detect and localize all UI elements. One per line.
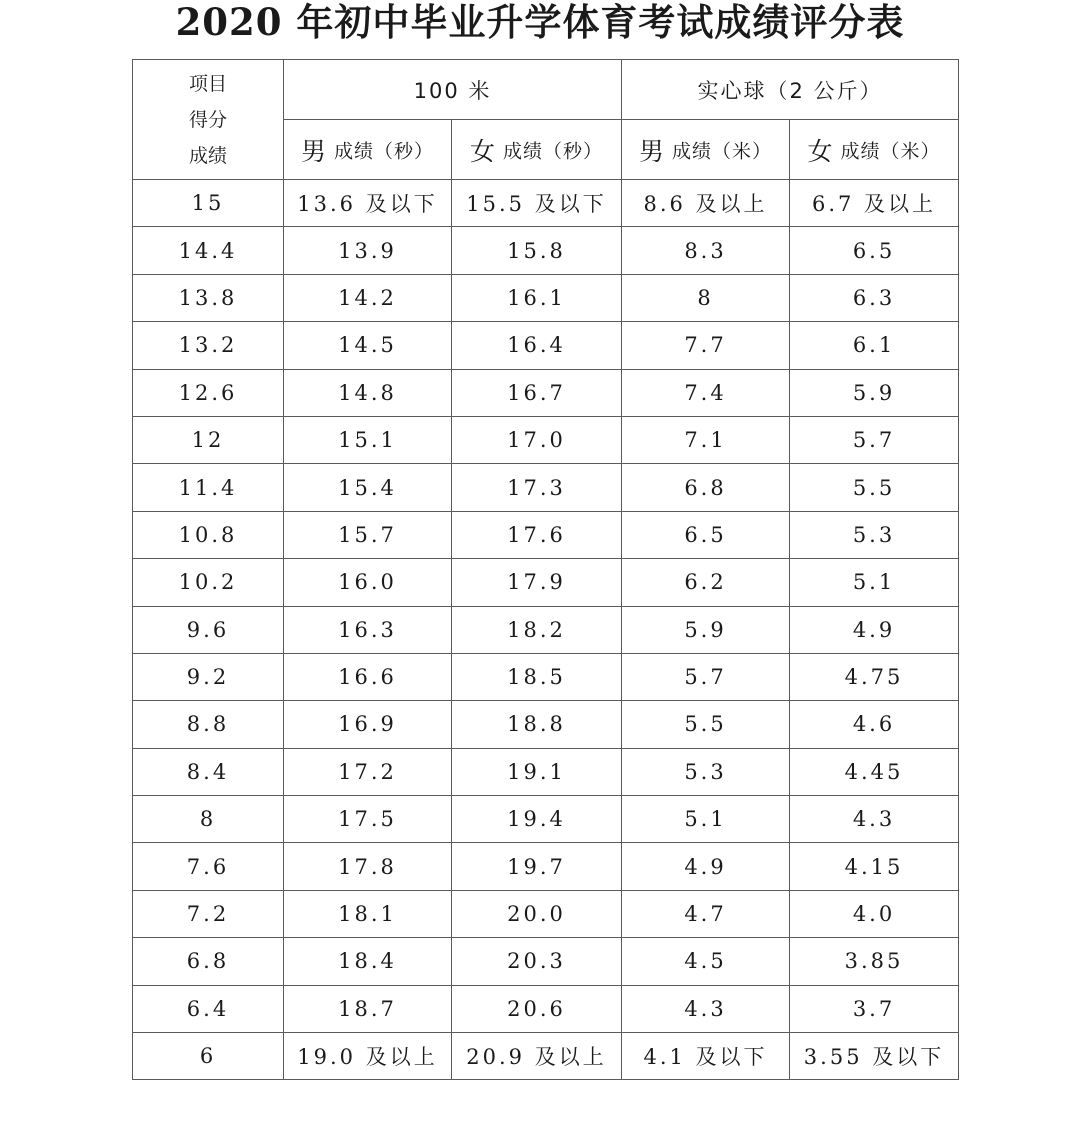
male-ball-cell: 5.9: [622, 606, 790, 653]
score-cell: 15: [133, 180, 284, 227]
table-row: [133, 606, 959, 653]
female-ball-cell: 3.7: [790, 985, 959, 1032]
score-cell: 8.4: [133, 748, 284, 795]
score-cell: 10.2: [133, 559, 284, 606]
unit-label: 成绩（米）: [840, 140, 941, 162]
score-cell: 14.4: [133, 227, 284, 274]
table-row: [133, 416, 959, 463]
female-100m-cell: 18.2: [452, 606, 622, 653]
female-ball-cell: 5.9: [790, 369, 959, 416]
male-ball-cell: 8.3: [622, 227, 790, 274]
female-100m-cell: 20.0: [452, 890, 622, 937]
female-100m-cell: 17.0: [452, 416, 622, 463]
page-title: 2020 年初中毕业升学体育考试成绩评分表: [175, 0, 905, 44]
score-cell: 13.8: [133, 274, 284, 321]
score-cell: 12.6: [133, 369, 284, 416]
score-cell: 7.6: [133, 843, 284, 890]
male-100m-cell: 15.1: [284, 416, 452, 463]
female-ball-cell: 4.45: [790, 748, 959, 795]
male-100m-cell: 15.4: [284, 464, 452, 511]
score-cell: 7.2: [133, 890, 284, 937]
subhead-ball-female: [790, 120, 959, 180]
table-row: [133, 1033, 959, 1080]
table-row: [133, 843, 959, 890]
female-ball-cell: 5.5: [790, 464, 959, 511]
group-header-shot-ball: 实心球（2 公斤）: [622, 60, 959, 120]
female-100m-cell: 16.7: [452, 369, 622, 416]
score-cell: 6.4: [133, 985, 284, 1032]
group-header-100m: 100 米: [284, 60, 622, 120]
female-100m-cell: 20.3: [452, 938, 622, 985]
female-100m-cell: 16.4: [452, 322, 622, 369]
female-100m-cell: 18.5: [452, 653, 622, 700]
male-ball-cell: 4.7: [622, 890, 790, 937]
male-100m-cell: 18.4: [284, 938, 452, 985]
female-100m-cell: 15.5 及以下: [452, 180, 622, 227]
female-ball-cell: 4.6: [790, 701, 959, 748]
male-100m-cell: 14.2: [284, 274, 452, 321]
female-ball-cell: 3.85: [790, 938, 959, 985]
female-ball-cell: 5.3: [790, 511, 959, 558]
female-100m-cell: 17.6: [452, 511, 622, 558]
score-cell: 10.8: [133, 511, 284, 558]
male-100m-cell: 19.0 及以上: [284, 1033, 452, 1080]
female-100m-cell: 19.1: [452, 748, 622, 795]
female-ball-cell: 6.3: [790, 274, 959, 321]
score-cell: 9.6: [133, 606, 284, 653]
subhead-ball-male: [622, 120, 790, 180]
male-100m-cell: 14.5: [284, 322, 452, 369]
unit-label: 成绩（秒）: [334, 140, 435, 162]
score-cell: 9.2: [133, 653, 284, 700]
male-100m-cell: 16.6: [284, 653, 452, 700]
subhead-100m-male: [284, 120, 452, 180]
unit-label: 成绩（米）: [672, 140, 773, 162]
male-100m-cell: 13.9: [284, 227, 452, 274]
gender-label: 男: [300, 136, 326, 166]
male-ball-cell: 7.7: [622, 322, 790, 369]
table-row: [133, 274, 959, 321]
score-table: [132, 59, 959, 1080]
male-100m-cell: 16.0: [284, 559, 452, 606]
female-100m-cell: 15.8: [452, 227, 622, 274]
corner-label-score: 得分: [188, 108, 227, 131]
male-100m-cell: 15.7: [284, 511, 452, 558]
female-100m-cell: 17.3: [452, 464, 622, 511]
male-100m-cell: 16.9: [284, 701, 452, 748]
male-ball-cell: 4.3: [622, 985, 790, 1032]
female-100m-cell: 16.1: [452, 274, 622, 321]
score-cell: 11.4: [133, 464, 284, 511]
male-ball-cell: 4.1 及以下: [622, 1033, 790, 1080]
table-row: [133, 653, 959, 700]
score-cell: 12: [133, 416, 284, 463]
table-row: [133, 559, 959, 606]
female-ball-cell: 5.7: [790, 416, 959, 463]
corner-label-item: 项目: [188, 72, 227, 95]
male-ball-cell: 6.2: [622, 559, 790, 606]
male-ball-cell: 5.1: [622, 796, 790, 843]
corner-header: [133, 60, 284, 180]
score-cell: 13.2: [133, 322, 284, 369]
male-ball-cell: 8: [622, 274, 790, 321]
gender-label: 女: [807, 136, 833, 166]
table-row: [133, 701, 959, 748]
score-cell: 6: [133, 1033, 284, 1080]
male-100m-cell: 14.8: [284, 369, 452, 416]
male-100m-cell: 16.3: [284, 606, 452, 653]
female-100m-cell: 17.9: [452, 559, 622, 606]
female-100m-cell: 18.8: [452, 701, 622, 748]
gender-label: 男: [639, 136, 665, 166]
female-ball-cell: 6.7 及以上: [790, 180, 959, 227]
male-100m-cell: 13.6 及以下: [284, 180, 452, 227]
male-100m-cell: 17.5: [284, 796, 452, 843]
male-ball-cell: 7.1: [622, 416, 790, 463]
male-ball-cell: 4.5: [622, 938, 790, 985]
male-100m-cell: 18.7: [284, 985, 452, 1032]
table-row: [133, 464, 959, 511]
female-ball-cell: 4.3: [790, 796, 959, 843]
corner-label-result: 成绩: [188, 144, 227, 167]
male-ball-cell: 5.5: [622, 701, 790, 748]
female-ball-cell: 6.1: [790, 322, 959, 369]
male-ball-cell: 6.8: [622, 464, 790, 511]
female-ball-cell: 4.15: [790, 843, 959, 890]
table-row: [133, 890, 959, 937]
male-100m-cell: 17.8: [284, 843, 452, 890]
table-row: [133, 369, 959, 416]
table-row: [133, 985, 959, 1032]
table-row: [133, 322, 959, 369]
female-ball-cell: 4.9: [790, 606, 959, 653]
male-100m-cell: 18.1: [284, 890, 452, 937]
female-100m-cell: 20.6: [452, 985, 622, 1032]
table-row: [133, 227, 959, 274]
female-ball-cell: 4.75: [790, 653, 959, 700]
table-row: [133, 938, 959, 985]
male-ball-cell: 5.7: [622, 653, 790, 700]
score-cell: 8: [133, 796, 284, 843]
table-row: [133, 748, 959, 795]
male-100m-cell: 17.2: [284, 748, 452, 795]
female-100m-cell: 19.7: [452, 843, 622, 890]
table-row: [133, 796, 959, 843]
female-ball-cell: 4.0: [790, 890, 959, 937]
gender-label: 女: [469, 136, 495, 166]
female-ball-cell: 6.5: [790, 227, 959, 274]
female-ball-cell: 5.1: [790, 559, 959, 606]
male-ball-cell: 5.3: [622, 748, 790, 795]
score-table-body: [133, 180, 959, 1080]
male-ball-cell: 8.6 及以上: [622, 180, 790, 227]
table-row: [133, 511, 959, 558]
female-100m-cell: 20.9 及以上: [452, 1033, 622, 1080]
table-row: [133, 180, 959, 227]
male-ball-cell: 4.9: [622, 843, 790, 890]
male-ball-cell: 6.5: [622, 511, 790, 558]
subhead-100m-female: [452, 120, 622, 180]
female-100m-cell: 19.4: [452, 796, 622, 843]
female-ball-cell: 3.55 及以下: [790, 1033, 959, 1080]
score-cell: 6.8: [133, 938, 284, 985]
unit-label: 成绩（秒）: [503, 140, 604, 162]
male-ball-cell: 7.4: [622, 369, 790, 416]
score-cell: 8.8: [133, 701, 284, 748]
header-row-groups: [133, 60, 959, 120]
